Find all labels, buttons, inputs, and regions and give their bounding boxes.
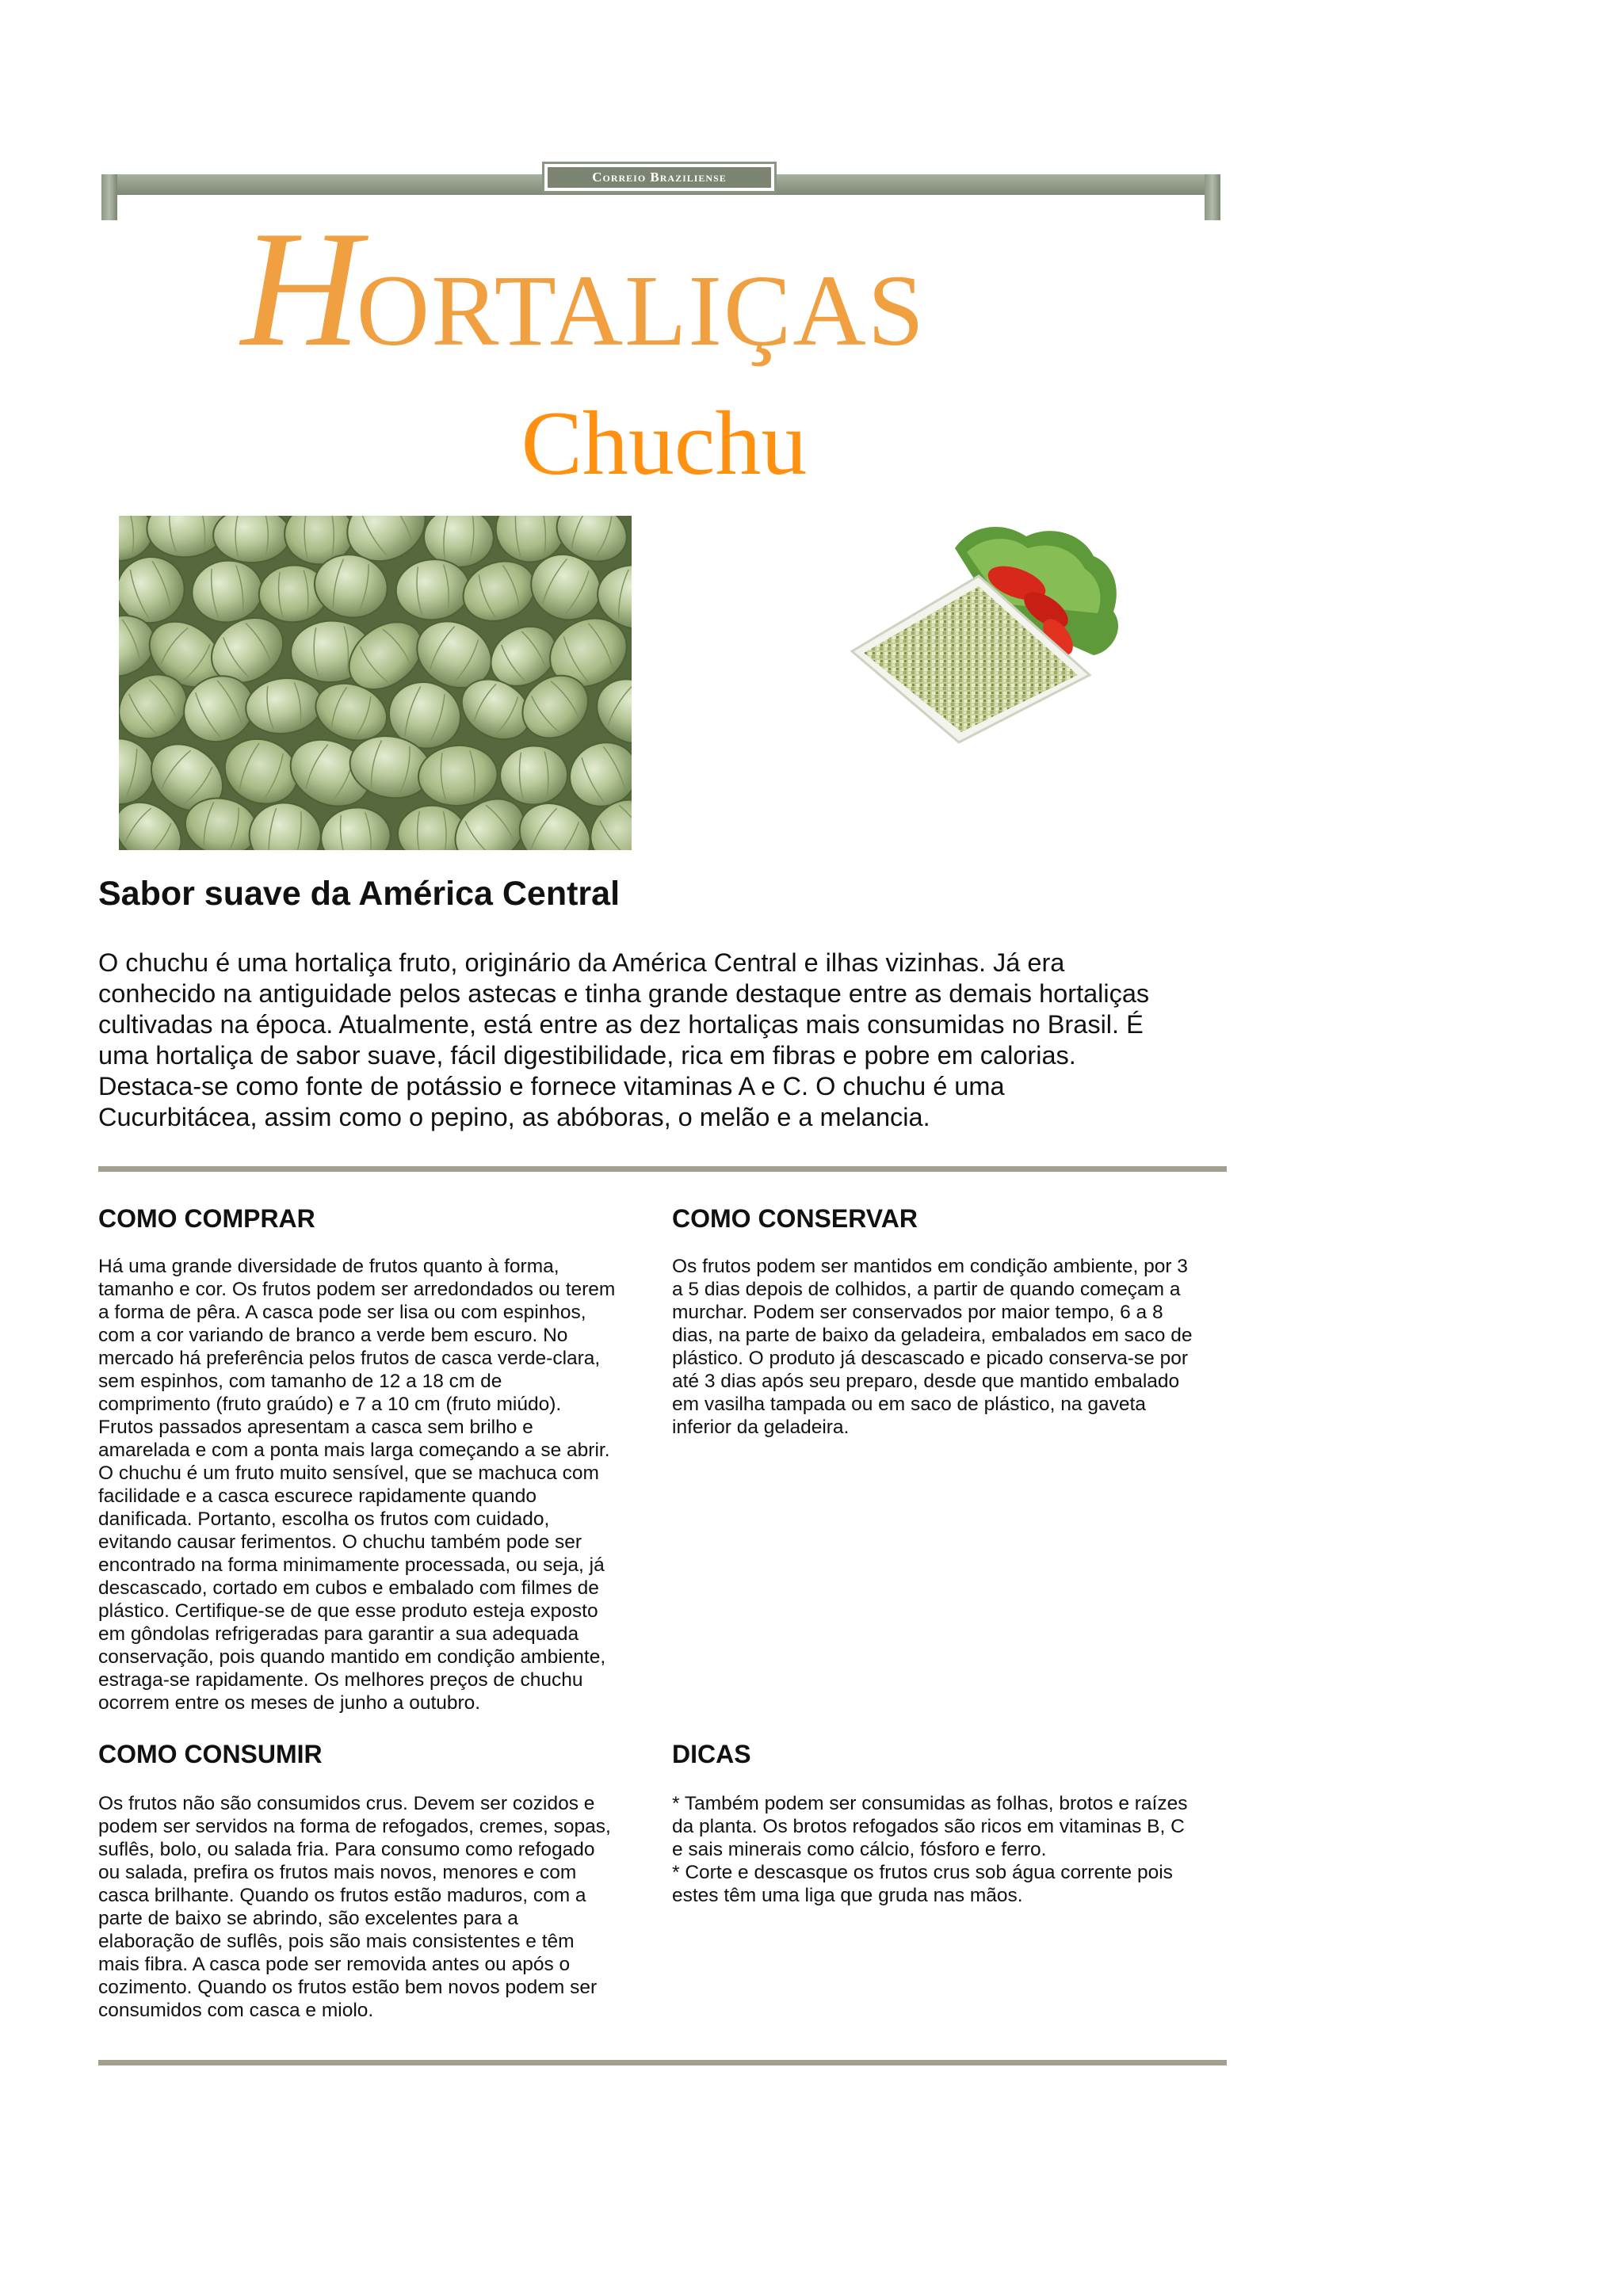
dicas-paragraph (672, 1792, 1243, 1907)
conservar-line: em vasilha tampada ou em saco de plástico, na gaveta (672, 1394, 1146, 1415)
dicas-line: e sais minerais como cálcio, fósforo e ferro. (672, 1839, 1047, 1860)
intro-line: uma hortaliça de sabor suave, fácil digestibilidade, rica em fibras e pobre em calorias. (98, 1041, 1076, 1070)
intro-line: cultivadas na época. Atualmente, está entre as dez hortaliças mais consumidas no Brasil. É (98, 1010, 1144, 1039)
comprar-line: facilidade e a casca escurece rapidamente quando (98, 1486, 537, 1507)
comprar-line: com a cor variando de branco a verde bem escuro. No (98, 1325, 568, 1346)
section-wordmark-initial: H (241, 197, 357, 381)
conservar-line: inferior da geladeira. (672, 1417, 850, 1438)
comprar-paragraph (98, 1255, 669, 1714)
comprar-line: mercado há preferência pelos frutos de casca verde-clara, (98, 1348, 601, 1369)
dicas-line: * Corte e descasque os frutos crus sob água corrente pois (672, 1862, 1173, 1883)
intro-line: conhecido na antiguidade pelos astecas e tinha grande destaque entre as demais hortaliças (98, 979, 1150, 1008)
horizontal-divider (98, 2060, 1227, 2065)
comprar-line: O chuchu é um fruto muito sensível, que se machuca com (98, 1463, 599, 1484)
consumir-line: ou salada, prefira os frutos mais novos, menores e com (98, 1862, 577, 1883)
comprar-line: plástico. Certifique-se de que esse produto esteja exposto (98, 1600, 598, 1622)
masthead (101, 158, 1220, 388)
masthead-frame-left-post (101, 174, 117, 220)
newspaper-name: Correio Braziliense (548, 167, 771, 188)
comprar-line: sem espinhos, com tamanho de 12 a 18 cm de (98, 1371, 502, 1392)
comprar-line: Frutos passados apresentam a casca sem brilho e (98, 1417, 533, 1438)
comprar-line: estraga-se rapidamente. Os melhores preços de chuchu (98, 1669, 583, 1691)
intro-line: O chuchu é uma hortaliça fruto, originário da América Central e ilhas vizinhas. Já era (98, 948, 1065, 977)
conservar-heading: COMO CONSERVAR (672, 1204, 918, 1233)
conservar-line: até 3 dias após seu preparo, desde que mantido embalado (672, 1371, 1180, 1392)
consumir-line: suflês, bolo, ou salada fria. Para consumo como refogado (98, 1839, 595, 1860)
comprar-line: tamanho e cor. Os frutos podem ser arredondados ou terem (98, 1279, 616, 1300)
conservar-line: dias, na parte de baixo da geladeira, embalados em saco de (672, 1325, 1193, 1346)
comprar-line: danificada. Portanto, escolha os frutos com cuidado, (98, 1508, 550, 1530)
consumir-line: Os frutos não são consumidos crus. Devem ser cozidos e (98, 1793, 595, 1814)
processed-chuchu-tray-illustration (820, 517, 1137, 746)
chuchu-fruits-illustration (119, 516, 632, 850)
intro-line: Cucurbitácea, assim como o pepino, as abóboras, o melão e a melancia. (98, 1103, 930, 1131)
comprar-line: encontrado na forma minimamente processada, ou seja, já (98, 1554, 605, 1576)
conservar-line: murchar. Podem ser conservados por maior tempo, 6 a 8 (672, 1302, 1163, 1323)
consumir-line: consumidos com casca e miolo. (98, 2000, 374, 2021)
dicas-line: * Também podem ser consumidas as folhas, brotos e raízes (672, 1793, 1188, 1814)
page-title: Chuchu (521, 393, 808, 494)
comprar-line: ocorrem entre os meses de junho a outubro. (98, 1692, 481, 1714)
consumir-paragraph (98, 1792, 669, 2022)
comprar-line: em gôndolas refrigeradas para garantir a sua adequada (98, 1623, 579, 1645)
section-wordmark-rest: ORTALIÇAS (356, 254, 926, 367)
intro-line: Destaca-se como fonte de potássio e fornece vitaminas A e C. O chuchu é uma (98, 1072, 1005, 1100)
dicas-line: estes têm uma liga que gruda nas mãos. (672, 1885, 1023, 1906)
conservar-line: a 5 dias depois de colhidos, a partir de quando começam a (672, 1279, 1181, 1300)
comprar-line: Há uma grande diversidade de frutos quanto à forma, (98, 1256, 559, 1277)
dicas-line: da planta. Os brotos refogados são ricos em vitaminas B, C (672, 1816, 1185, 1837)
conservar-paragraph (672, 1255, 1243, 1439)
dicas-heading: DICAS (672, 1740, 751, 1768)
conservar-line: plástico. O produto já descascado e picado conserva-se por (672, 1348, 1188, 1369)
comprar-line: descascado, cortado em cubos e embalado com filmes de (98, 1577, 599, 1599)
consumir-heading: COMO CONSUMIR (98, 1740, 323, 1768)
consumir-line: cozimento. Quando os frutos estão bem novos podem ser (98, 1977, 598, 1998)
conservar-line: Os frutos podem ser mantidos em condição ambiente, por 3 (672, 1256, 1188, 1277)
consumir-line: elaboração de suflês, pois são mais consistentes e têm (98, 1931, 575, 1952)
masthead-frame-right-post (1205, 174, 1220, 220)
intro-heading: Sabor suave da América Central (98, 875, 621, 913)
comprar-line: conservação, pois quando mantido em condição ambiente, (98, 1646, 606, 1668)
horizontal-divider (98, 1166, 1227, 1172)
comprar-line: a forma de pêra. A casca pode ser lisa ou com espinhos, (98, 1302, 586, 1323)
consumir-line: parte de baixo se abrindo, são excelentes para a (98, 1908, 518, 1929)
consumir-line: casca brilhante. Quando os frutos estão maduros, com a (98, 1885, 586, 1906)
chuchu-fruit-shape (213, 516, 290, 563)
comprar-heading: COMO COMPRAR (98, 1204, 315, 1233)
comprar-line: comprimento (fruto graúdo) e 7 a 10 cm (fruto miúdo). (98, 1394, 562, 1415)
comprar-line: evitando causar ferimentos. O chuchu também pode ser (98, 1531, 582, 1553)
newspaper-logo (542, 162, 777, 193)
section-wordmark (241, 197, 926, 381)
consumir-line: mais fibra. A casca pode ser removida antes ou após o (98, 1954, 571, 1975)
intro-paragraph (98, 948, 1232, 1133)
consumir-line: podem ser servidos na forma de refogados, cremes, sopas, (98, 1816, 611, 1837)
processed-chuchu-tray-photo (820, 517, 1137, 746)
comprar-line: amarelada e com a ponta mais larga começando a se abrir. (98, 1440, 610, 1461)
chuchu-fruits-photo (119, 516, 632, 850)
